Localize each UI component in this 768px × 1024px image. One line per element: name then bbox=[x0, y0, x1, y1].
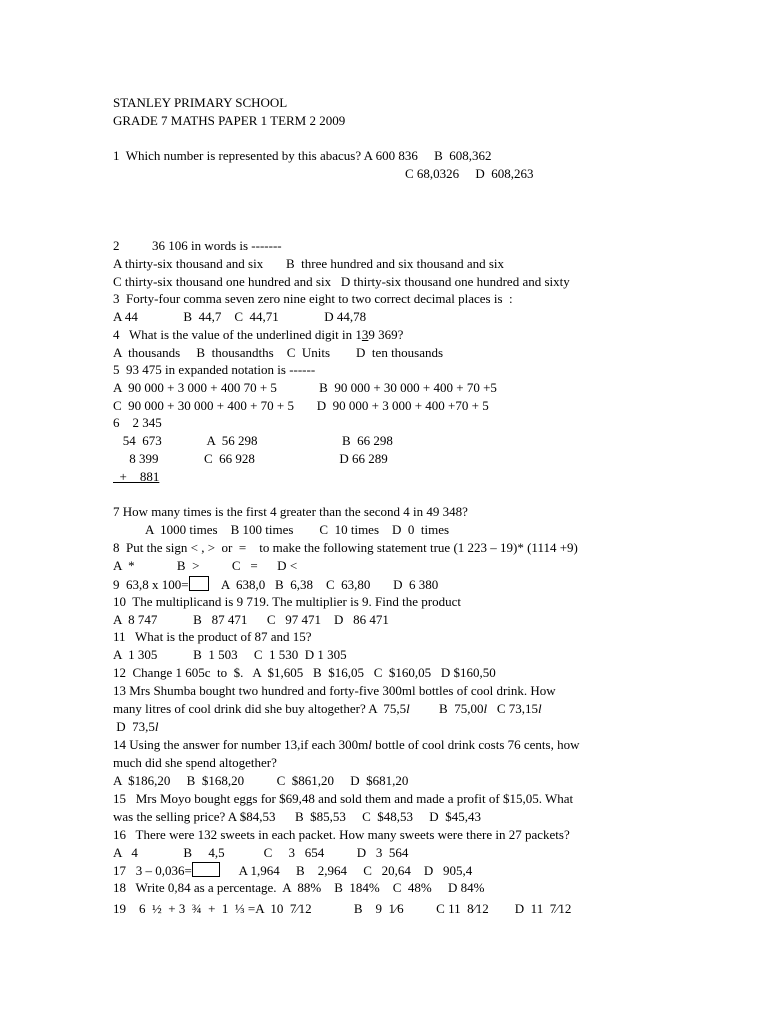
question-4-options: A thousands B thousandths C Units D ten thousands bbox=[113, 345, 444, 360]
question-5: 5 93 475 in expanded notation is ------ bbox=[113, 362, 316, 377]
question-11-options: A 1 305 B 1 503 C 1 530 D 1 305 bbox=[113, 647, 347, 662]
paper-title: GRADE 7 MATHS PAPER 1 TERM 2 2009 bbox=[113, 113, 346, 128]
question-5-options-c: C 90 000 + 30 000 + 400 + 70 + 5 D 90 000 + 3 000 + 400 +70 + 5 bbox=[113, 398, 489, 413]
question-14-line-2: much did she spend altogether? bbox=[113, 755, 277, 770]
question-1: 1 Which number is represented by this abacus? A 600 836 B 608,362 bbox=[113, 148, 492, 163]
answer-box[interactable] bbox=[192, 862, 220, 877]
question-9: 9 63,8 x 100= A 638,0 B 6,38 C 63,80 D 6 380 bbox=[113, 577, 439, 592]
question-17: 17 3 – 0,036= A 1,964 B 2,964 C 20,64 D 905,4 bbox=[113, 863, 473, 878]
question-6: 6 2 345 bbox=[113, 415, 162, 430]
question-7: 7 How many times is the first 4 greater than the second 4 in 49 348? bbox=[113, 504, 468, 519]
question-2: 2 36 106 in words is ------- bbox=[113, 238, 282, 253]
question-6-row-4: + 881 bbox=[113, 469, 160, 484]
question-10: 10 The multiplicand is 9 719. The multiplier is 9. Find the product bbox=[113, 594, 461, 609]
question-13: 13 Mrs Shumba bought two hundred and forty-five 300ml bottles of cool drink. How bbox=[113, 683, 556, 698]
question-10-options: A 8 747 B 87 471 C 97 471 D 86 471 bbox=[113, 612, 389, 627]
question-14: 14 Using the answer for number 13,if each 300ml bottle of cool drink costs 76 cents, how bbox=[113, 737, 580, 752]
question-4: 4 What is the value of the underlined digit in 139 369? bbox=[113, 327, 404, 342]
question-7-options: A 1000 times B 100 times C 10 times D 0 times bbox=[145, 522, 450, 537]
question-1-options: C 68,0326 D 608,263 bbox=[405, 166, 534, 181]
question-11: 11 What is the product of 87 and 15? bbox=[113, 629, 312, 644]
question-5-options-a: A 90 000 + 3 000 + 400 70 + 5 B 90 000 + 30 000 + 400 + 70 +5 bbox=[113, 380, 497, 395]
question-16: 16 There were 132 sweets in each packet. How many sweets were there in 27 packets? bbox=[113, 827, 570, 842]
question-15-line-2: was the selling price? A $84,53 B $85,53 C $48,53 D $45,43 bbox=[113, 809, 481, 824]
question-3-options: A 44 B 44,7 C 44,71 D 44,78 bbox=[113, 309, 367, 324]
question-14-options: A $186,20 B $168,20 C $861,20 D $681,20 bbox=[113, 773, 409, 788]
question-2-options-a: A thirty-six thousand and six B three hundred and six thousand and six bbox=[113, 256, 505, 271]
question-12: 12 Change 1 605c to $. A $1,605 B $16,05 C $160,05 D $160,50 bbox=[113, 665, 496, 680]
question-19: 19 6 ½ + 3 ¾ + 1 ⅓ =A 10 7⁄12 B 9 1⁄6 C 11 8⁄12 D 11 7⁄12 bbox=[113, 901, 572, 916]
question-6-row-3: 8 399 C 66 928 D 66 289 bbox=[113, 451, 388, 466]
question-16-options: A 4 B 4,5 C 3 654 D 3 564 bbox=[113, 845, 409, 860]
question-8: 8 Put the sign < , > or = to make the following statement true (1 223 – 19)* (1114 +9) bbox=[113, 540, 578, 555]
question-8-options: A * B > C = D < bbox=[113, 558, 298, 573]
answer-box[interactable] bbox=[189, 576, 209, 591]
question-2-options-c: C thirty-six thousand one hundred and six D thirty-six thousand one hundred and sixty bbox=[113, 274, 570, 289]
question-13-line-2: many litres of cool drink did she buy altogether? A 75,5l B 75,00l C 73,15l bbox=[113, 701, 542, 716]
question-13-line-3: D 73,5l bbox=[113, 719, 159, 734]
underlined-digit: 3 bbox=[361, 327, 369, 342]
question-3: 3 Forty-four comma seven zero nine eight to two correct decimal places is : bbox=[113, 291, 513, 306]
question-6-row-2: 54 673 A 56 298 B 66 298 bbox=[113, 433, 393, 448]
question-18: 18 Write 0,84 as a percentage. A 88% B 184% C 48% D 84% bbox=[113, 880, 485, 895]
question-15: 15 Mrs Moyo bought eggs for $69,48 and sold them and made a profit of $15,05. What bbox=[113, 791, 574, 806]
school-name: STANLEY PRIMARY SCHOOL bbox=[113, 95, 288, 110]
